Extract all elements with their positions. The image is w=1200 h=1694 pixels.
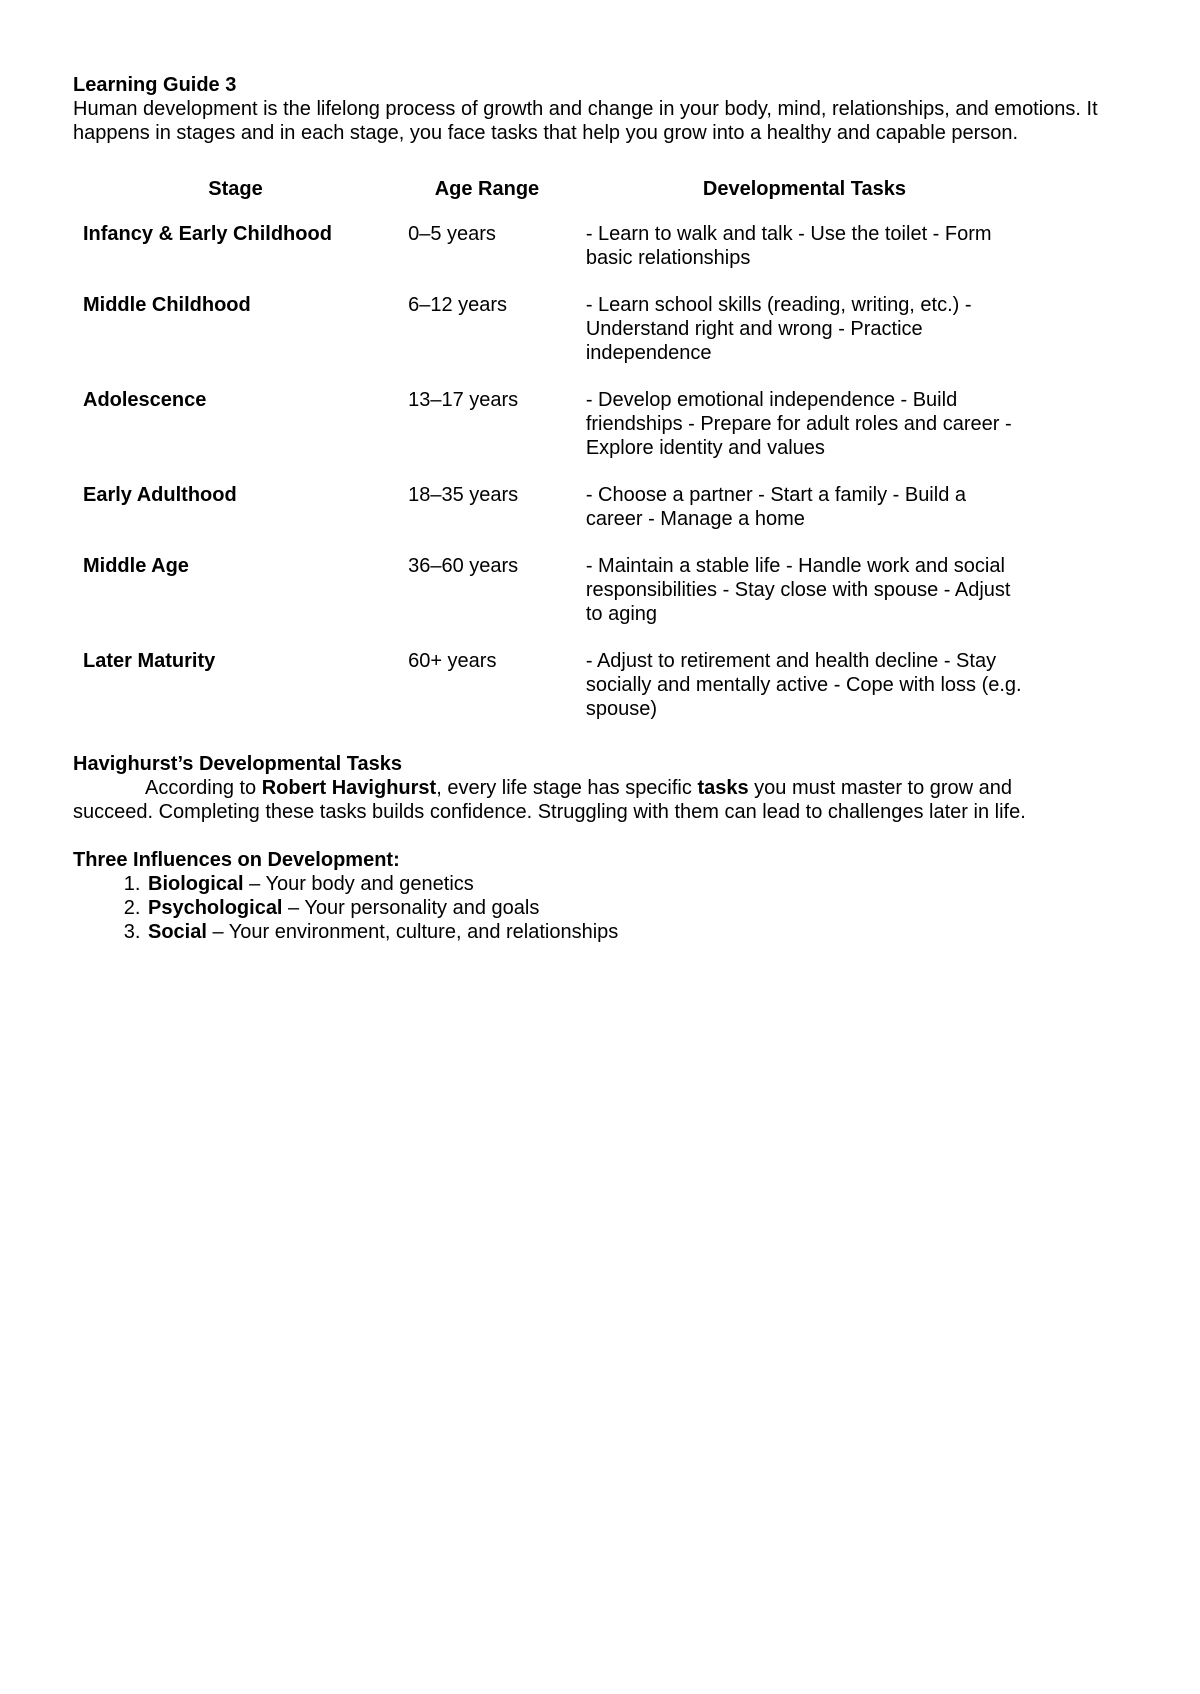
table-row [73,293,1033,388]
tasks-cell: - Adjust to retirement and health decline - Stay socially and mentally active - Cope with loss (e.g. spouse) [585,650,1022,720]
influence-description: – Your environment, culture, and relationships [206,921,619,943]
table-row [73,554,1033,649]
age-cell: 6–12 years [408,294,508,316]
tasks-cell: - Maintain a stable life - Handle work and social responsibilities - Stay close with spouse - Adjust to aging [585,555,1011,625]
list-item [146,920,1133,944]
influence-term: Biological [148,873,244,895]
table-row [73,483,1033,554]
tasks-cell: - Learn to walk and talk - Use the toilet - Form basic relationships [585,223,992,269]
influence-term: Social [148,921,207,943]
influence-description: – Your body and genetics [243,873,474,895]
stage-cell: Middle Age [83,555,189,577]
stage-cell: Middle Childhood [83,294,251,316]
havighurst-text-start: According to [145,777,262,799]
table-row [73,649,1033,744]
age-cell: 18–35 years [408,484,519,506]
stage-cell: Early Adulthood [83,484,237,506]
list-item [146,872,1133,896]
table-row [73,222,1033,293]
influence-description: – Your personality and goals [282,897,540,919]
tasks-cell: - Develop emotional independence - Build friendships - Prepare for adult roles and career - Explore identity and values [585,389,1012,459]
tasks-cell: - Learn school skills (reading, writing, etc.) - Understand right and wrong - Practice independence [585,294,972,364]
age-cell: 60+ years [408,650,497,672]
table-header-row [73,177,1033,222]
havighurst-tasks-word: tasks [697,777,749,799]
document-page [73,73,1133,944]
table-row [73,388,1033,483]
influences-list [73,872,1133,944]
tasks-cell: - Choose a partner - Start a family - Build a career - Manage a home [585,484,966,530]
age-cell: 0–5 years [408,223,496,245]
document-title: Learning Guide 3 [73,74,237,96]
stage-cell: Infancy & Early Childhood [83,223,332,245]
influence-term: Psychological [148,897,283,919]
intro-paragraph: Human development is the lifelong process of growth and change in your body, mind, relationships, and emotions. It happens in stages and in each stage, you face tasks that help you grow into a healthy and capable person. [73,98,1098,144]
header-stage: Stage [208,178,263,200]
havighurst-text-mid: , every life stage has specific [436,777,698,799]
stage-cell: Later Maturity [83,650,216,672]
havighurst-name: Robert Havighurst [261,777,437,799]
havighurst-heading: Havighurst’s Developmental Tasks [73,753,403,775]
development-stages-table [73,177,1033,744]
stage-cell: Adolescence [83,389,207,411]
age-cell: 13–17 years [408,389,519,411]
havighurst-paragraph [73,776,1083,824]
havighurst-text-end: you must master to grow and succeed. Completing these tasks builds confidence. Struggling with them can lead to challenges later in life. [73,777,1026,823]
header-developmental-tasks: Developmental Tasks [702,178,906,200]
influences-heading: Three Influences on Development: [73,849,400,871]
header-age-range: Age Range [434,178,540,200]
age-cell: 36–60 years [408,555,519,577]
list-item [146,896,1133,920]
